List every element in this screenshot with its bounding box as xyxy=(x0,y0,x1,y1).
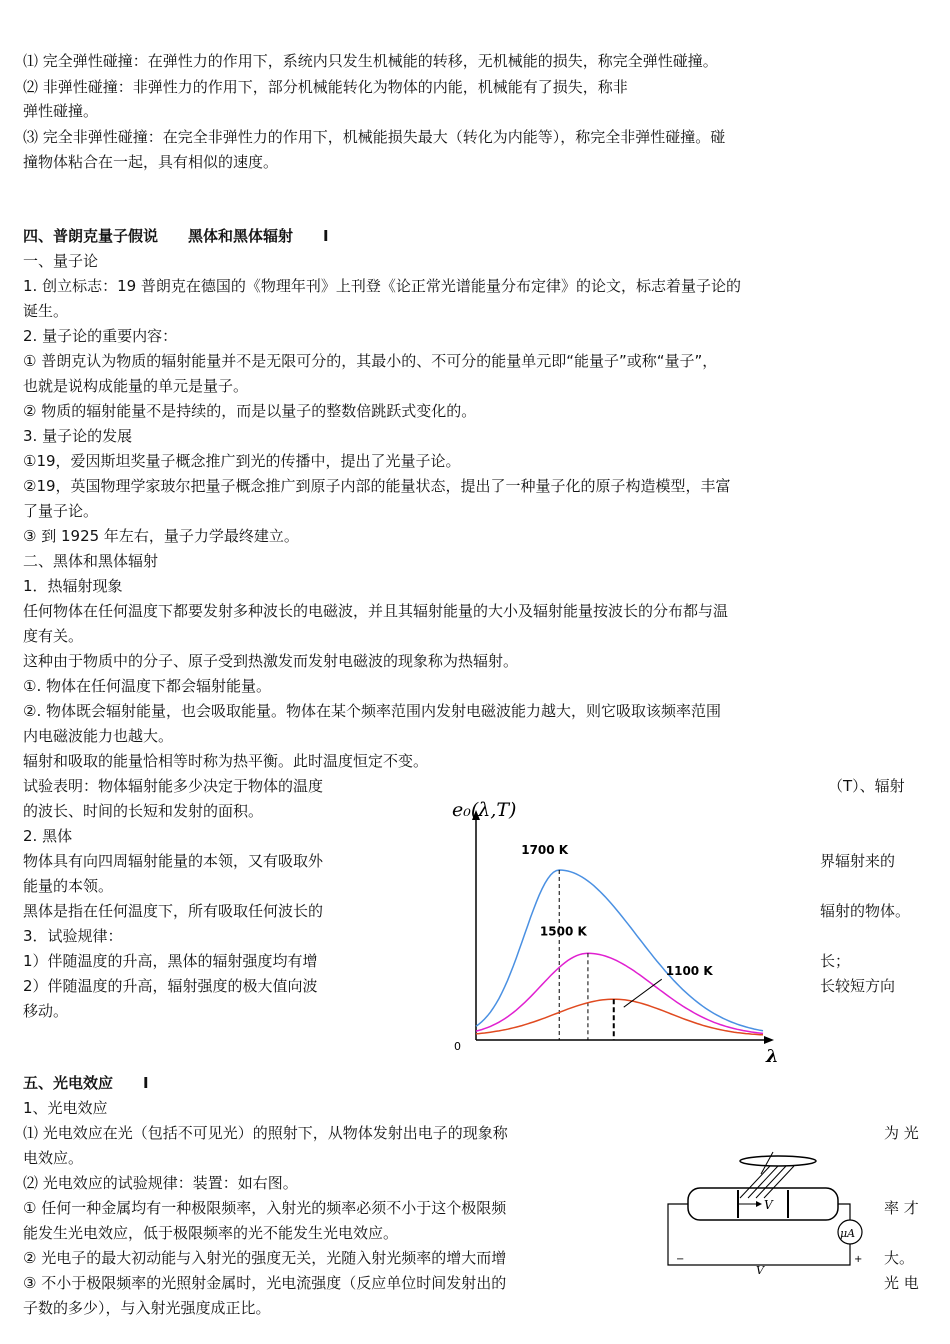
s4-line: ③ 到 1925 年左右，量子力学最终建立。 xyxy=(23,527,299,545)
s4-wrap-line: 2）伴随温度的升高，辐射强度的极大值向波 xyxy=(23,977,318,995)
s4-line: 了量子论。 xyxy=(23,502,99,520)
light-source-lamp xyxy=(740,1156,816,1166)
voltage-label: V xyxy=(756,1264,764,1275)
s4-wrap-line: 3．试验规律： xyxy=(23,927,123,945)
wire-right-bottom xyxy=(800,1244,850,1265)
s4-wrap-right: （T）、辐射 xyxy=(828,777,905,795)
collision-elastic: ⑴ 完全弹性碰撞：在弹性力的作用下，系统内只发生机械能的转移，无机械能的损失，称完全弹性碰撞。 xyxy=(23,52,718,70)
light-rays xyxy=(740,1152,794,1198)
s5-wrap-right: 为 光 xyxy=(884,1124,919,1142)
blackbody-radiation-chart xyxy=(448,790,793,1075)
s5-line: 电效应。 xyxy=(23,1149,84,1167)
s4-wrap-line: 1）伴随温度的升高，黑体的辐射强度均有增 xyxy=(23,952,318,970)
s5-line: ① 任何一种金属均有一种极限频率，入射光的频率必须不小于这个极限频 xyxy=(23,1199,507,1217)
s4-wrap-line: 物体具有向四周辐射能量的本领，又有吸取外 xyxy=(23,852,324,870)
s5-line: ③ 不小于极限频率的光照射金属时，光电流强度（反应单位时间发射出的 xyxy=(23,1274,507,1292)
s4-line: 1. 创立标志：19 普朗克在德国的《物理年刊》上刊登《论正常光谱能量分布定律》的论文，标志着量子论的 xyxy=(23,277,741,295)
s4-line: 也就是说构成能量的单元是量子。 xyxy=(23,377,249,395)
s4-wrap-right: 辐射的物体。 xyxy=(820,902,911,920)
s4-line: 2. 量子论的重要内容： xyxy=(23,327,178,345)
s5-wrap-right: 率 才 xyxy=(884,1199,919,1217)
y-axis-label: e₀(λ,T) xyxy=(452,799,517,821)
origin-label: 0 xyxy=(454,1040,461,1053)
x-axis-arrow xyxy=(764,1036,774,1044)
plus-terminal: + xyxy=(854,1254,863,1265)
collision-perfect-inelastic: ⑶ 完全非弹性碰撞：在完全非弹性力的作用下，机械能损失最大（转化为内能等），称完全非弹性碰撞。碰 xyxy=(23,128,726,146)
s4-line: ② 物质的辐射能量不是持续的，而是以量子的整数倍跳跃式变化的。 xyxy=(23,402,477,420)
electron-arrowhead-icon xyxy=(756,1201,762,1207)
x-axis-label: λ xyxy=(766,1046,779,1067)
s5-line: 子数的多少），与入射光强度成正比。 xyxy=(23,1299,271,1317)
s4-line: 任何物体在任何温度下都要发射多种波长的电磁波，并且其辐射能量的大小及辐射能量按波长的分布都与温 xyxy=(23,602,729,620)
s4-wrap-right: 长较短方向 xyxy=(820,977,896,995)
collision-inelastic: ⑵ 非弹性碰撞：非弹性力的作用下，部分机械能转化为物体的内能，机械能有了损失，称非 xyxy=(23,78,628,96)
s5-wrap-right: 光 电 xyxy=(884,1274,919,1292)
s4-line: ②19，英国物理学家玻尔把量子概念推广到原子内部的能量状态，提出了一种量子化的原子构造模型，丰富 xyxy=(23,477,731,495)
s4-wrap-line: 试验表明：物体辐射能多少决定于物体的温度 xyxy=(23,777,324,795)
s4-line: ①. 物体在任何温度下都会辐射能量。 xyxy=(23,677,271,695)
s4-line: 这种由于物质中的分子、原子受到热激发而发射电磁波的现象称为热辐射。 xyxy=(23,652,519,670)
vacuum-tube xyxy=(688,1188,838,1220)
s5-wrap-right: 大。 xyxy=(884,1249,915,1267)
microammeter-label: μA xyxy=(840,1227,856,1240)
s4-line: 度有关。 xyxy=(23,627,84,645)
s4-line: ①19，爱因斯坦奖量子概念推广到光的传播中，提出了光量子论。 xyxy=(23,452,461,470)
s4-wrap-line: 移动。 xyxy=(23,1002,69,1020)
s4-line: 诞生。 xyxy=(23,302,69,320)
velocity-label: V xyxy=(764,1198,773,1212)
s4-line: 一、量子论 xyxy=(23,252,99,270)
curve-1500k xyxy=(476,953,763,1033)
s4-wrap-right: 长； xyxy=(820,952,851,970)
s4-wrap-line: 黑体是指在任何温度下，所有吸取任何波长的 xyxy=(23,902,324,920)
s5-line: ② 光电子的最大初动能与入射光的强度无关，光随入射光频率的增大而增 xyxy=(23,1249,507,1267)
s4-line: 内电磁波能力也越大。 xyxy=(23,727,174,745)
s4-line: ②. 物体既会辐射能量，也会吸取能量。物体在某个频率范围内发射电磁波能力越大，则它吸取该频率范围 xyxy=(23,702,721,720)
s4-line: 二、黑体和黑体辐射 xyxy=(23,552,159,570)
series-label: 1100 K xyxy=(665,964,713,979)
collision-inelastic-cont: 弹性碰撞。 xyxy=(23,102,99,120)
s5-line: 1、光电效应 xyxy=(23,1099,108,1117)
series-label: 1500 K xyxy=(539,924,587,939)
s5-line: ⑵ 光电效应的试验规律：装置：如右图。 xyxy=(23,1174,298,1192)
s5-line: 能发生光电效应，低于极限频率的光不能发生光电效应。 xyxy=(23,1224,399,1242)
s4-line: 辐射和吸取的能量恰相等时称为热平衡。此时温度恒定不变。 xyxy=(23,752,429,770)
series-label: 1700 K xyxy=(521,843,569,857)
s5-line: ⑴ 光电效应在光（包括不可见光）的照射下，从物体发射出电子的现象称 xyxy=(23,1124,508,1142)
photoelectric-circuit-diagram xyxy=(660,1150,875,1275)
s4-line: 3. 量子论的发展 xyxy=(23,427,133,445)
wire-right-top xyxy=(838,1204,850,1220)
s4-wrap-line: 能量的本领。 xyxy=(23,877,114,895)
minus-terminal: − xyxy=(676,1254,685,1265)
section5-heading: 五、光电效应 Ⅰ xyxy=(23,1074,149,1092)
section4-heading: 四、普朗克量子假说 黑体和黑体辐射 Ⅰ xyxy=(23,227,329,245)
s4-line: ① 普朗克认为物质的辐射能量并不是无限可分的，其最小的、不可分的能量单元即“能量子”或称“量子”， xyxy=(23,352,718,370)
collision-perfect-inelastic-cont: 撞物体粘合在一起，具有相似的速度。 xyxy=(23,153,279,171)
s4-wrap-line: 的波长、时间的长短和发射的面积。 xyxy=(23,802,264,820)
s4-wrap-right: 界辐射来的 xyxy=(820,852,896,870)
s4-wrap-line: 2. 黑体 xyxy=(23,827,73,845)
s4-line: 1．热辐射现象 xyxy=(23,577,123,595)
